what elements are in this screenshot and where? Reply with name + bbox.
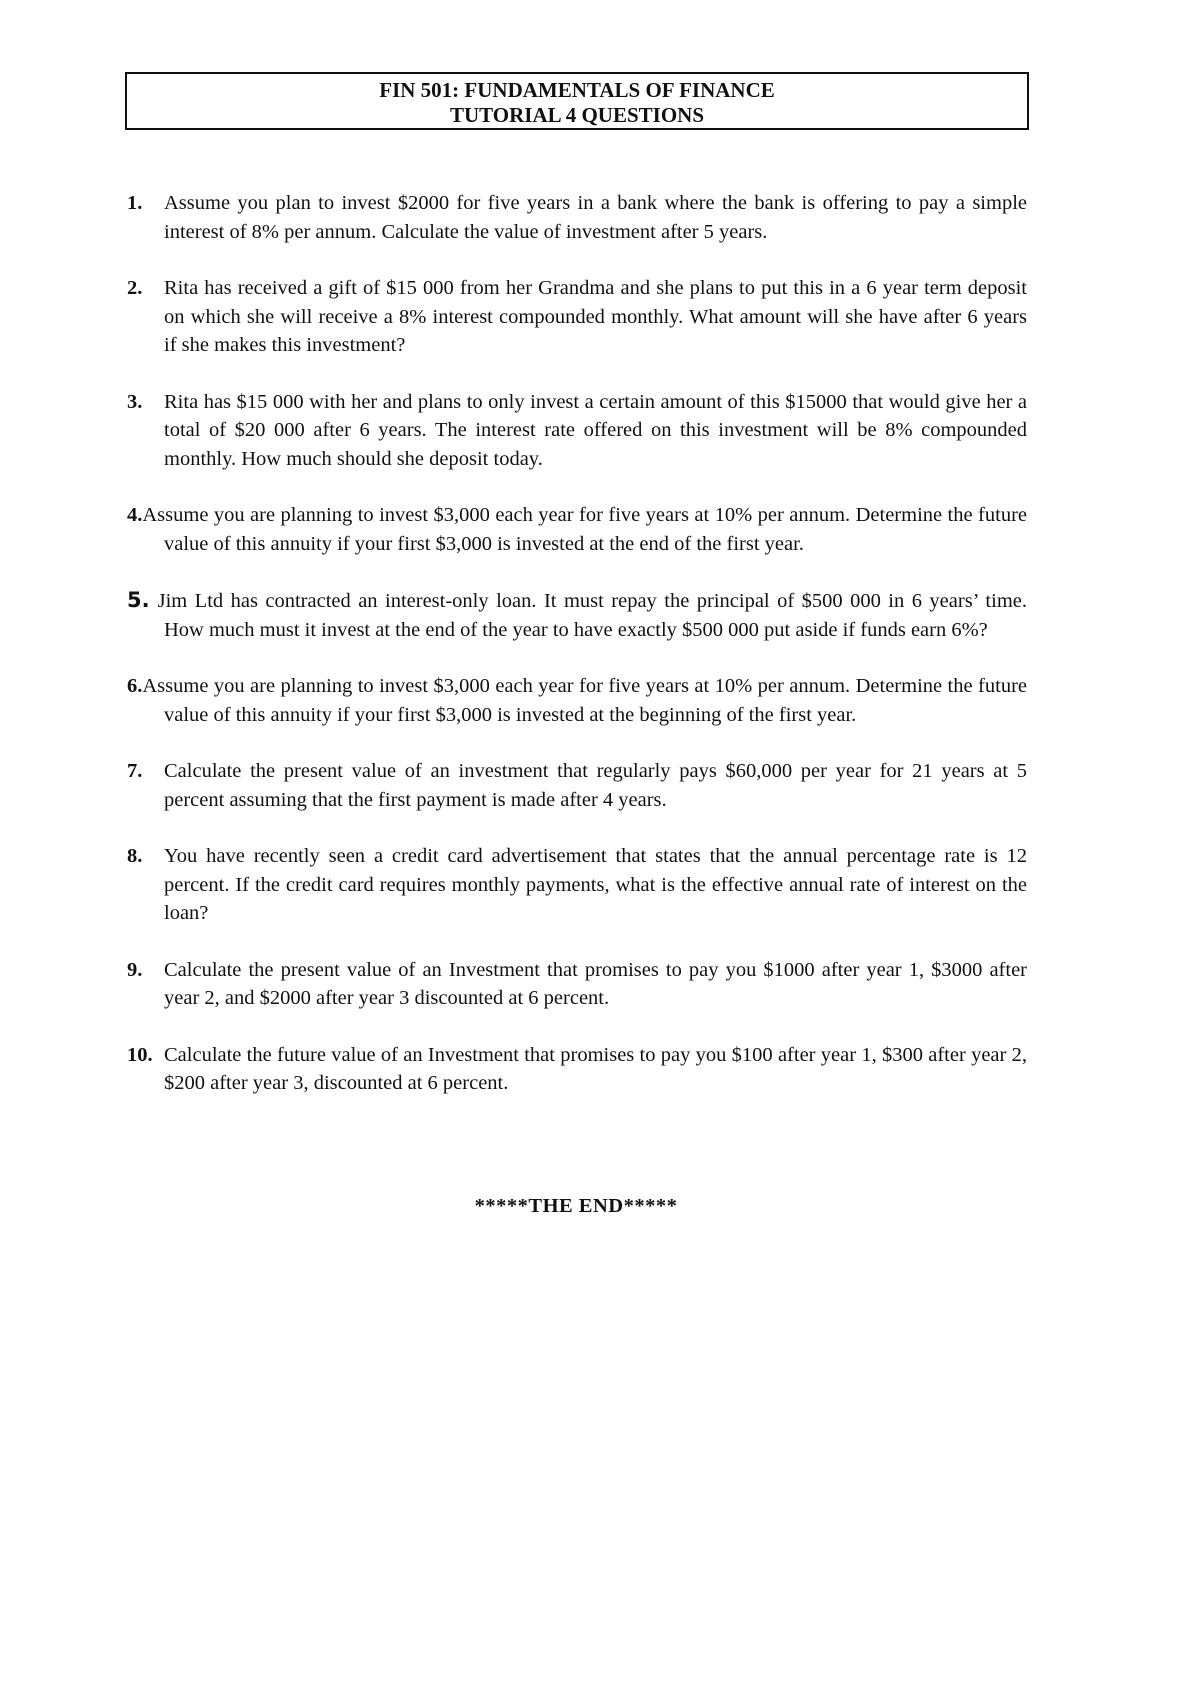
question-text: Rita has $15 000 with her and plans to only invest a certain amount of this $15000 that would give her a total of $20 000 after 6 years. The interest rate offered on this investment will be 8% compounded monthly. How much should she deposit today. [164, 390, 1027, 470]
tutorial-title: TUTORIAL 4 QUESTIONS [449, 103, 705, 127]
question-number: 8. [127, 845, 143, 867]
question-item-6 [127, 672, 1027, 729]
course-title: FIN 501: FUNDAMENTALS OF FINANCE [379, 78, 775, 102]
question-text: Rita has received a gift of $15 000 from her Grandma and she plans to put this in a 6 year term deposit on which she will receive a 8% interest compounded monthly. What amount will she have after 6 years if she makes this investment? [164, 277, 1027, 356]
question-number: 10. [127, 1043, 153, 1066]
question-text: You have recently seen a credit card advertisement that states that the annual percentage rate is 12 percent. If the credit card requires monthly payments, what is the effective annual rate of interest on the loan? [164, 845, 1027, 924]
question-number: 9. [127, 958, 143, 981]
question-number: 2. [127, 277, 143, 299]
question-text: Calculate the present value of an investment that regularly pays $60,000 per year for 21 years at 5 percent assuming that the first payment is made after 4 years. [164, 760, 1027, 811]
question-number: 7. [127, 760, 143, 782]
question-item-5 [127, 586, 1027, 644]
question-text: Assume you plan to invest $2000 for five years in a bank where the bank is offering to pay a simple interest of 8% per annum. Calculate the value of investment after 5 years. [164, 192, 1027, 243]
question-item-10 [127, 1041, 1027, 1098]
question-number: 3. [127, 390, 143, 413]
question-text: Calculate the future value of an Investment that promises to pay you $100 after year 1, $300 after year 2, $200 after year 3, discounted at 6 percent. [164, 1043, 1027, 1094]
question-item-7 [127, 757, 1027, 814]
question-item-4 [127, 501, 1027, 558]
question-item-1 [127, 189, 1027, 246]
question-item-2 [127, 274, 1027, 360]
end-marker: *****THE END***** [474, 1195, 678, 1217]
question-number: 1. [127, 192, 143, 214]
question-text: Assume you are planning to invest $3,000 each year for five years at 10% per annum. Determine the future value of this annuity if your first $3,000 is invested at the end of the first year. [142, 504, 1027, 555]
question-number: 6. [127, 675, 143, 697]
question-item-3 [127, 388, 1027, 474]
question-text: Jim Ltd has contracted an interest-only loan. It must repay the principal of $500 000 in 6 years’ time. How much must it invest at the end of the year to have exactly $500 000 put aside if funds earn 6%? [157, 590, 1027, 641]
question-list [127, 189, 1027, 1098]
question-item-8 [127, 842, 1027, 928]
question-number: 4. [127, 504, 143, 526]
question-item-9 [127, 956, 1027, 1013]
question-text: Assume you are planning to invest $3,000 each year for five years at 10% per annum. Determine the future value of this annuity if your first $3,000 is invested at the beginning of the first year. [142, 675, 1027, 726]
question-number: 5. [127, 588, 150, 612]
question-text: Calculate the present value of an Investment that promises to pay you $1000 after year 1, $3000 after year 2, and $2000 after year 3 discounted at 6 percent. [164, 958, 1027, 1009]
document-title-box [125, 72, 1029, 130]
